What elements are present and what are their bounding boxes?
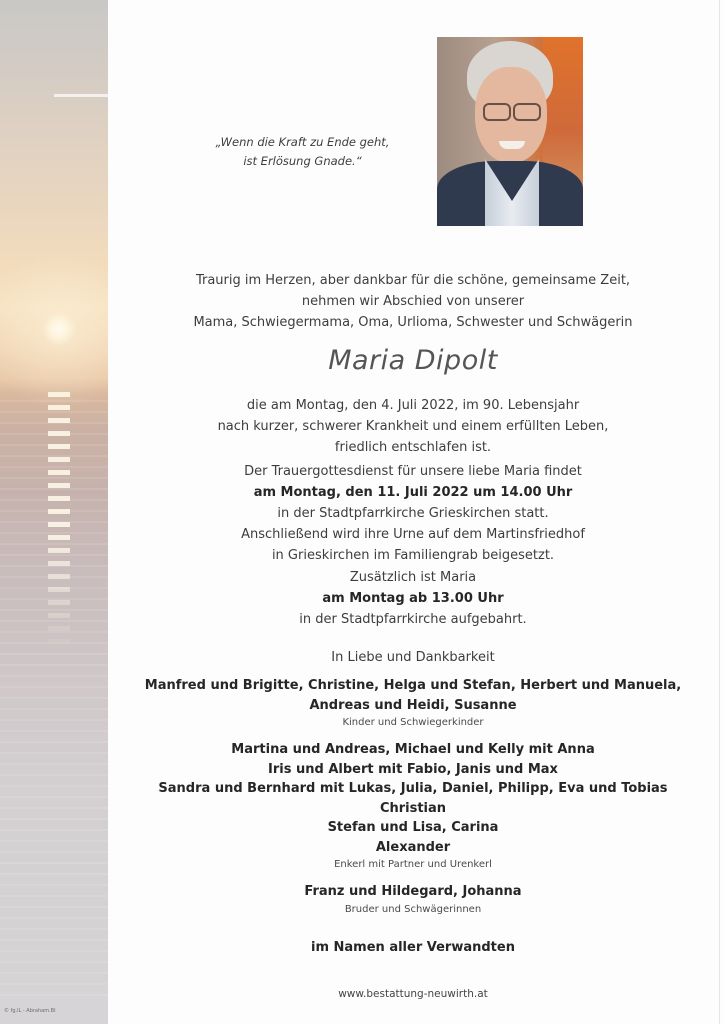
on-behalf-text: im Namen aller Verwandten bbox=[311, 940, 515, 955]
siblings-names: Franz und Hildegard, Johanna bbox=[304, 884, 522, 899]
death-notice-line: die am Montag, den 4. Juli 2022, im 90. Lebensjahr bbox=[246, 398, 580, 413]
grandchildren-group bbox=[130, 740, 696, 872]
children-names: Manfred und Brigitte, Christine, Helga und Stefan, Herbert und Manuela, bbox=[144, 678, 682, 693]
grandchildren-names: Stefan und Lisa, Carina bbox=[327, 820, 499, 835]
service-line: Anschließend wird ihre Urne auf dem Martinsfriedhof bbox=[241, 527, 585, 542]
portrait-photo bbox=[437, 37, 583, 226]
service-line: Der Trauergottesdienst für unsere liebe Maria findet bbox=[244, 464, 582, 479]
quote-line-2: ist Erlösung Gnade.“ bbox=[243, 154, 362, 168]
quote bbox=[200, 133, 405, 171]
quote-line-1: „Wenn die Kraft zu Ende geht, bbox=[215, 135, 390, 149]
website-link[interactable]: www.bestattung-neuwirth.at bbox=[338, 988, 488, 1000]
death-notice-line: nach kurzer, schwerer Krankheit und einem erfüllten Leben, bbox=[217, 419, 609, 434]
page-edge-rule bbox=[719, 0, 720, 1024]
intro-line: Mama, Schwiegermama, Oma, Urlioma, Schwester und Schwägerin bbox=[193, 315, 633, 330]
death-notice bbox=[130, 395, 696, 458]
viewing-line: Zusätzlich ist Maria bbox=[349, 570, 477, 585]
grandchildren-names: Alexander bbox=[375, 839, 451, 855]
sun-reflection bbox=[48, 392, 70, 652]
intro-text bbox=[130, 270, 696, 333]
service-line: in der Stadtpfarrkirche Grieskirchen statt. bbox=[277, 506, 549, 521]
siblings-relation: Bruder und Schwägerinnen bbox=[344, 903, 482, 915]
children-relation: Kinder und Schwiegerkinder bbox=[342, 717, 484, 728]
intro-line: Traurig im Herzen, aber dankbar für die schöne, gemeinsame Zeit, bbox=[195, 273, 631, 288]
haze-bar bbox=[54, 94, 108, 97]
image-credit: © fg.lL - Abraham.BI bbox=[4, 1008, 56, 1014]
children-group bbox=[130, 676, 696, 730]
on-behalf bbox=[130, 937, 696, 958]
viewing-line: in der Stadtpfarrkirche aufgebahrt. bbox=[299, 612, 527, 627]
grandchildren-relation: Enkerl mit Partner und Urenkerl bbox=[334, 859, 492, 870]
grandchildren-names: Martina und Andreas, Michael und Kelly mit Anna bbox=[231, 742, 595, 757]
intro-line: nehmen wir Abschied von unserer bbox=[301, 294, 525, 309]
deceased-name: Maria Dipolt bbox=[328, 345, 498, 376]
sunset-image-strip bbox=[0, 0, 108, 1024]
viewing-info bbox=[130, 567, 696, 630]
grandchildren-names: Iris und Albert mit Fabio, Janis und Max bbox=[268, 761, 558, 777]
viewing-time: am Montag ab 13.00 Uhr bbox=[322, 591, 504, 606]
closing-phrase-text: In Liebe und Dankbarkeit bbox=[331, 650, 495, 665]
sun bbox=[42, 312, 76, 346]
service-line: in Grieskirchen im Familiengrab beigesetzt. bbox=[271, 548, 555, 563]
service-info bbox=[130, 461, 696, 566]
closing-phrase bbox=[130, 647, 696, 668]
children-names: Andreas und Heidi, Susanne bbox=[309, 697, 517, 713]
death-notice-line: friedlich entschlafen ist. bbox=[334, 440, 492, 455]
service-date: am Montag, den 11. Juli 2022 um 14.00 Uhr bbox=[253, 485, 573, 500]
grandchildren-names: Sandra und Bernhard mit Lukas, Julia, Daniel, Philipp, Eva und Tobias bbox=[158, 781, 668, 796]
siblings-group bbox=[130, 882, 696, 917]
grandchildren-names: Christian bbox=[379, 800, 447, 816]
